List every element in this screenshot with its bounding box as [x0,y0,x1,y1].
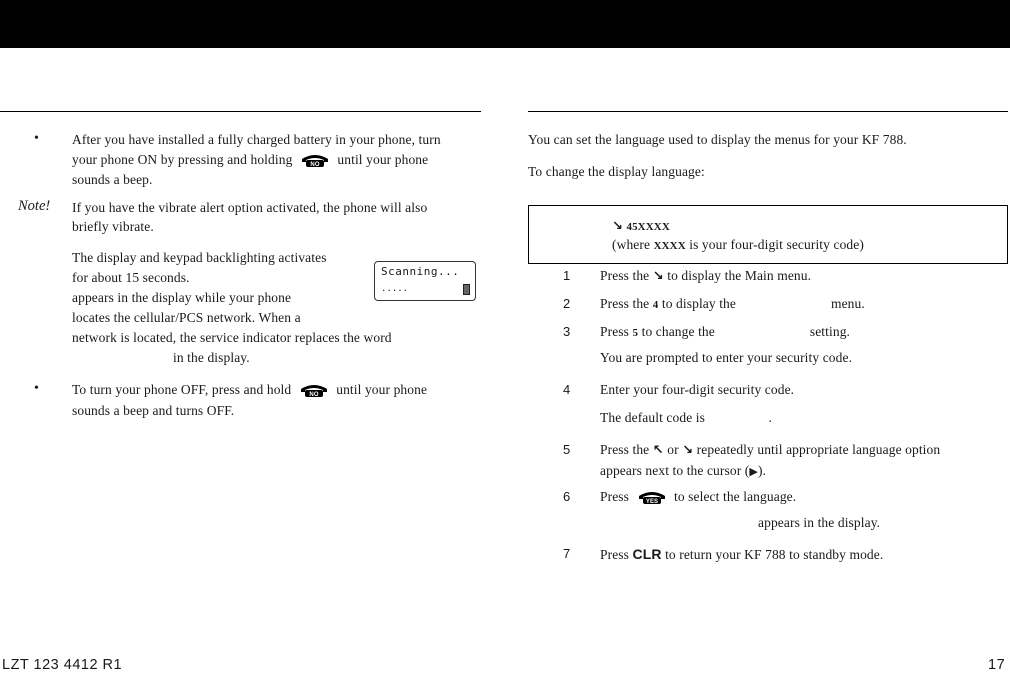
step-3-text: Press 5 to change the setting. [600,324,851,339]
intro-line1: You can set the language used to display the menus for your KF 788. [528,132,907,147]
lcd-signal-dots: ..... [381,284,409,294]
step-number: 4 [563,382,571,397]
cursor-icon: ▶ [749,465,758,478]
no-key-icon [299,384,329,397]
display-para-line5: network is located, the service indicator replaces the word [72,330,392,345]
note-label: Note! [18,198,51,214]
shortcut-box [528,205,1008,264]
display-para-line3: appears in the display while your phone [72,290,292,305]
step-number: 5 [563,442,571,457]
display-para-line2: for about 15 seconds. [72,270,190,285]
step-number: 6 [563,489,571,504]
yes-key-icon [637,491,667,504]
down-right-arrow-icon: ↘ [682,443,694,458]
up-left-arrow-icon: ↖ [652,443,664,458]
step-5-text: Press the ↖ or ↘ repeatedly until appropriate language option [600,442,941,458]
right-column-rule [528,111,1008,112]
step-4-text: Enter your four-digit security code. [600,382,795,397]
header-bar [0,0,1010,48]
display-para-line1: The display and keypad backlighting activates [72,250,327,265]
bullet2-line2: sounds a beep and turns OFF. [72,403,235,418]
clr-key: CLR [632,546,662,562]
yes-key-label: YES [645,499,658,505]
no-key-label: NO [310,162,320,168]
bullet1-line2: your phone ON by pressing and holding NO until your phone [72,152,429,168]
intro-line2: To change the display language: [528,164,705,179]
step-6-text: Press YES to select the language. [600,489,797,505]
bullet-dot: • [34,381,39,396]
step-1-text: Press the ↘ to display the Main menu. [600,268,812,284]
step-number: 7 [563,546,571,561]
battery-icon [463,284,470,295]
step-7-text: Press CLR to return your KF 788 to standby mode. [600,546,884,562]
step-number: 3 [563,324,571,339]
step-5-line2: appears next to the cursor (▶). [600,463,767,478]
down-right-arrow-icon: ↘ [612,219,623,234]
left-column-rule [0,111,481,112]
step-3-sub: You are prompted to enter your security code. [600,350,853,365]
bullet1-line3: sounds a beep. [72,172,153,187]
shortcut-line [612,216,670,237]
bullet-dot: • [34,131,39,146]
step-2-text: Press the 4 to display the menu. [600,296,865,311]
step-4-sub: The default code is . [600,410,772,425]
display-para-line6: in the display. [173,350,250,365]
step-number: 1 [563,268,571,283]
down-right-arrow-icon: ↘ [652,269,664,284]
doc-number: LZT 123 4412 R1 [2,657,123,673]
page-number: 17 [988,657,1006,673]
step-6-sub: appears in the display. [758,515,881,530]
display-para-line4: locates the cellular/PCS network. When a [72,310,301,325]
lcd-scanning-text: Scanning... [381,265,460,278]
step-number: 2 [563,296,571,311]
note-line1: If you have the vibrate alert option activated, the phone will also [72,200,428,215]
note-line2: briefly vibrate. [72,219,154,234]
shortcut-note: (where XXXX is your four-digit security code) [612,237,864,252]
no-key-label: NO [309,392,319,398]
phone-display-illustration [374,261,476,301]
bullet2-line1: To turn your phone OFF, press and hold NO until your phone [72,382,428,398]
shortcut-code: 45XXXX [626,221,670,233]
bullet1-line1: After you have installed a fully charged battery in your phone, turn [72,132,441,147]
no-key-icon [300,154,330,167]
